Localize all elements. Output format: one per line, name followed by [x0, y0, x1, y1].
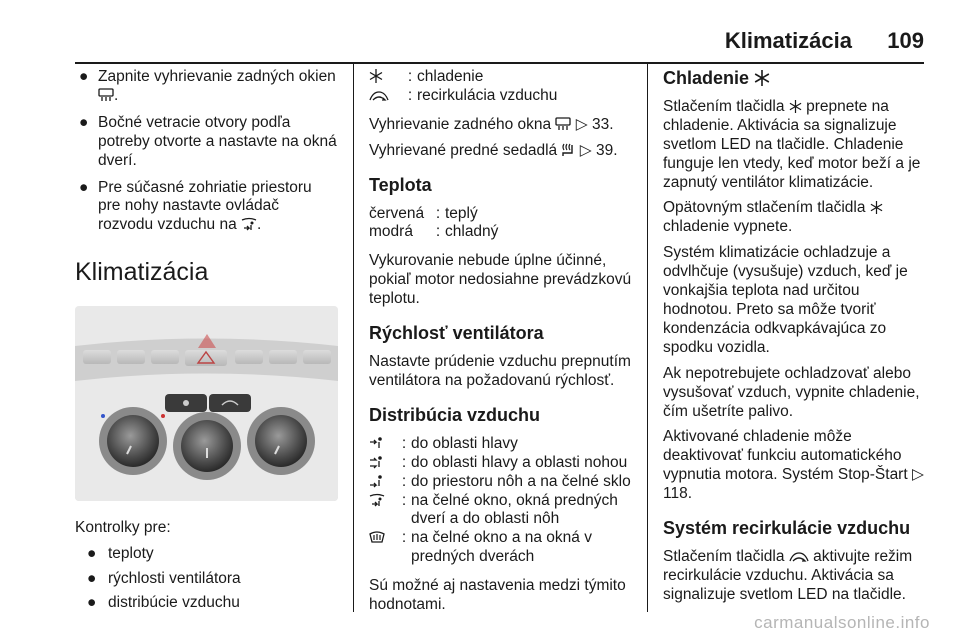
heading-teplota: Teplota: [369, 174, 432, 195]
bullet-rear-heat: ● Zapnite vyhrievanie zadných okien .: [79, 68, 336, 104]
watermark: carmanualsonline.info: [754, 613, 930, 633]
def-row-head-feet: : do oblasti hlavy a oblasti nohou: [369, 454, 633, 473]
button-icon-definitions: [369, 68, 633, 106]
snowflake-icon: [870, 201, 883, 214]
head-feet-icon: [369, 455, 385, 469]
indicator-item: ● teploty: [87, 544, 154, 562]
page-number: 109: [887, 28, 924, 53]
indicators-label: Kontrolky pre:: [75, 518, 171, 536]
section-heading-klimatizacia: Klimatizácia: [75, 258, 209, 287]
cooling-paragraph-5: Aktivované chladenie môže deaktivovať funkciu automatického vypnutia motora. Systém Stop-Štart ▷ 118.: [663, 428, 924, 503]
heading-cooling: Chladenie: [663, 68, 926, 90]
snowflake-icon: [789, 100, 802, 113]
indicator-item: ● rýchlosti ventilátora: [87, 569, 241, 587]
def-row-feet: : do priestoru nôh a na čelné sklo: [369, 473, 633, 492]
temperature-definitions: [369, 205, 633, 243]
column-1: [75, 68, 338, 619]
def-row-cooling: : chladenie: [369, 68, 633, 87]
header-rule: [75, 62, 924, 64]
bullet-footwell: ● Pre súčasné zohriatie priestoru pre nohy nastavte ovládač rozvodu vzduchu na .: [79, 178, 312, 234]
def-row-defrost: : na čelné okno a na okná v predných dverách: [369, 529, 633, 567]
def-row-head: : do oblasti hlavy: [369, 435, 633, 454]
page-link-118[interactable]: 118.: [663, 485, 693, 503]
seat-heat-reference: Vyhrievané predné sedadlá ▷ 39.: [369, 141, 618, 159]
page-link-33[interactable]: 33.: [591, 115, 614, 133]
bullet-side-vents: ● Bočné vetracie otvory podľa potreby otvorte a nastavte na okná dverí.: [79, 113, 337, 169]
seat-heat-icon: [561, 143, 575, 157]
windshield-feet-icon: [369, 493, 385, 507]
rear-heat-reference: Vyhrievanie zadného okna ▷ 33.: [369, 115, 614, 133]
column-2: [369, 68, 633, 622]
def-row-blue: modrá : chladný: [369, 223, 499, 241]
snowflake-icon: [369, 69, 383, 83]
cooling-paragraph-1: Stlačením tlačidla prepnete na chladenie. Aktivácia sa signalizuje svetlom LED na tlačidle. Chladenie funguje len vtedy, keď motor beží a je zapnutý ventilátor klimatizácie.: [663, 97, 921, 191]
recirculation-icon: [789, 551, 809, 563]
climate-panel-drawing: [75, 306, 338, 501]
indicator-item: ● distribúcie vzduchu: [87, 594, 240, 612]
fan-speed-text: Nastavte prúdenie vzduchu prepnutím ventilátora na požadovanú rýchlosť.: [369, 353, 631, 389]
rear-window-heat-icon: [98, 88, 114, 102]
snowflake-icon: [754, 70, 770, 86]
column-divider-1: [353, 64, 354, 612]
cooling-paragraph-3: Systém klimatizácie ochladzuje a odvlhčuje (vysušuje) vzduch, keď je vonkajšia teplota nad určitou hodnotou. Preto sa môže tvoriť kondenzácia odkvapkávajúca zo spodku vozidla.: [663, 244, 908, 356]
page-ref-arrow-icon: ▷: [911, 466, 924, 484]
temperature-note: Vykurovanie nebude úplne účinné, pokiaľ motor nedosiahne prevádzkovú teplotu.: [369, 252, 632, 308]
page-header-title: Klimatizácia: [724, 28, 852, 53]
page-link-39[interactable]: 39.: [596, 141, 618, 159]
head-icon: [369, 436, 385, 450]
feet-icon: [369, 474, 385, 488]
windshield-feet-icon: [241, 217, 257, 231]
heading-air-distribution: Distribúcia vzduchu: [369, 404, 541, 425]
cooling-paragraph-2: Opätovným stlačením tlačidla chladenie vypnete.: [663, 199, 926, 237]
page-ref-arrow-icon: ▷: [579, 141, 592, 159]
cooling-paragraph-4: Ak nepotrebujete ochladzovať alebo vysušovať vzduch, vypnite chladenie, čím ušetríte palivo.: [663, 364, 920, 420]
climate-control-panel-image: [75, 306, 338, 501]
air-distribution-note: Sú možné aj nastavenia medzi týmito hodnotami.: [369, 577, 626, 614]
recirculation-icon: [369, 90, 389, 102]
def-row-red: červená : teplý: [369, 204, 478, 222]
page-ref-arrow-icon: ▷: [575, 115, 588, 133]
heading-recirculation: Systém recirkulácie vzduchu: [663, 518, 911, 539]
column-3: [663, 68, 926, 612]
rear-window-heat-icon: [555, 117, 571, 131]
recirculation-paragraph: Stlačením tlačidla aktivujte režim recirkulácie vzduchu. Aktivácia sa signalizuje svetlom LED na tlačidle.: [663, 548, 913, 603]
heading-fan-speed: Rýchlosť ventilátora: [369, 323, 544, 344]
column-divider-2: [647, 64, 648, 612]
def-row-windshield-feet: : na čelné okno, okná predných dverí a do oblasti nôh: [369, 492, 633, 530]
defrost-icon: [369, 530, 385, 544]
air-distribution-definitions: [369, 435, 633, 567]
def-row-recirculation: : recirkulácia vzduchu: [369, 87, 633, 106]
